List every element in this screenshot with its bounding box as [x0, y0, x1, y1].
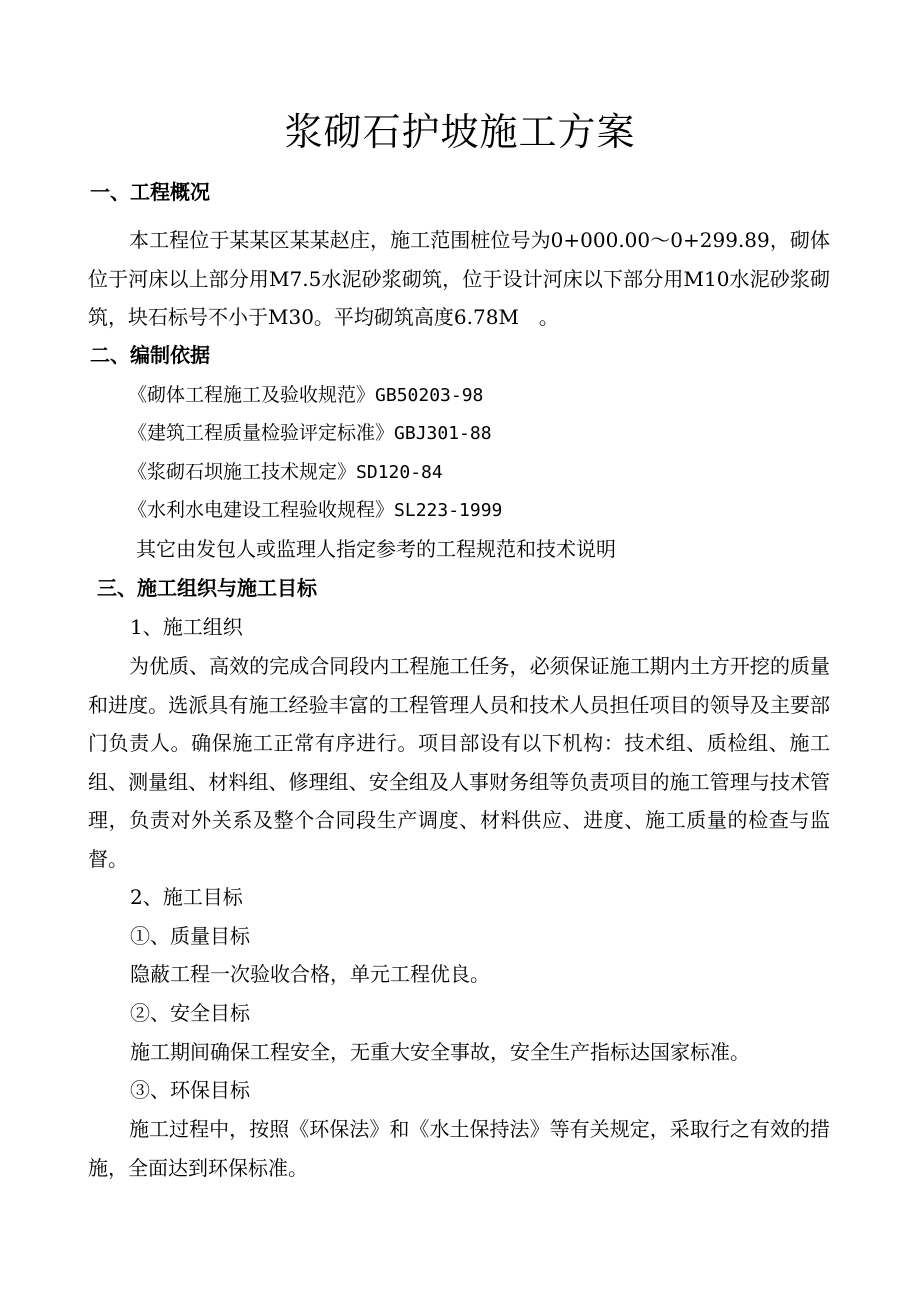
section-heading-organization: 三、施工组织与施工目标 [97, 576, 317, 600]
goal-body-safety: 施工期间确保工程安全，无重大安全事故，安全生产指标达国家标准。 [130, 1040, 750, 1064]
document-title: 浆砌石护坡施工方案 [284, 110, 636, 154]
goal-title-safety: ②、安全目标 [130, 1001, 250, 1025]
subsection-title-organization: 1、施工组织 [130, 615, 243, 639]
reference-name: 《建筑工程质量检验评定标准》 [128, 422, 395, 444]
organization-paragraph: 为优质、高效的完成合同段内工程施工任务，必须保证施工期内土方开挖的质量和进度。选派具有施工经验丰富的工程管理人员和技术人员担任项目的领导及主要部门负责人。确保施工正常有序进行。项目部设有以下机构：技术组、质检组、施工组、测量组、材料组、修理组、安全组及人事财务组等负责项目的施工管理与技术管理，负责对外关系及整个合同段生产调度、材料供应、进度、施工质量的检查与监督。 [88, 654, 830, 871]
other-reference-note: 其它由发包人或监理人指定参考的工程规范和技术说明 [136, 537, 616, 561]
reference-item [128, 457, 443, 488]
reference-code: GB50203-98 [375, 385, 484, 406]
reference-item [128, 495, 502, 526]
reference-name: 《砌体工程施工及验收规范》 [128, 384, 376, 406]
goal-body-environment: 施工过程中，按照《环保法》和《水土保持法》等有关规定，采取行之有效的措施，全面达到环保标准。 [88, 1117, 830, 1180]
section-heading-basis: 二、编制依据 [90, 343, 210, 367]
reference-item [128, 380, 483, 411]
subsection-title-goals: 2、施工目标 [130, 885, 243, 909]
goal-body-quality: 隐蔽工程一次验收合格，单元工程优良。 [130, 962, 490, 986]
section-heading-overview: 一、工程概况 [90, 180, 210, 204]
overview-paragraph: 本工程位于某某区某某赵庄，施工范围桩位号为0+000.00～0+299.89，砌体位于河床以上部分用M7.5水泥砂浆砌筑，位于设计河床以下部分用M10水泥砂浆砌筑，块石标号不小于M30。平均砌筑高度6.78M 。 [88, 228, 830, 329]
reference-code: SD120-84 [356, 462, 443, 483]
reference-name: 《水利水电建设工程验收规程》 [128, 499, 395, 521]
reference-code: SL223-1999 [394, 500, 503, 521]
goal-title-environment: ③、环保目标 [130, 1078, 250, 1102]
reference-name: 《浆砌石坝施工技术规定》 [128, 461, 357, 483]
reference-item [128, 418, 492, 449]
reference-code: GBJ301-88 [394, 423, 492, 444]
goal-title-quality: ①、质量目标 [130, 924, 250, 948]
